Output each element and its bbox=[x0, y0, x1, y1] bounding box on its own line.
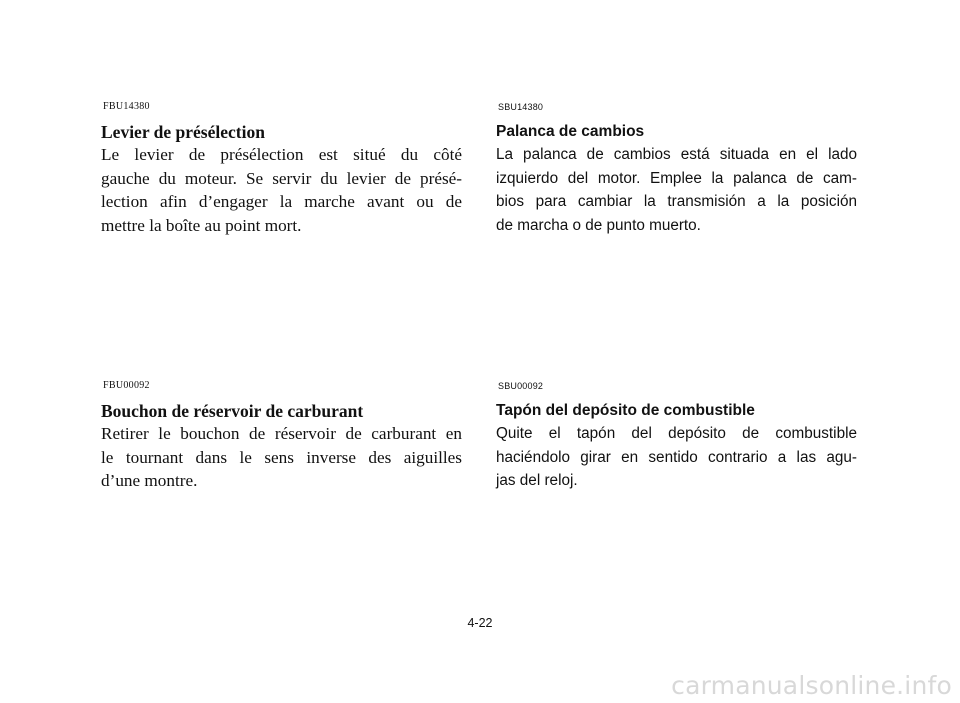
body-line: d’une montre. bbox=[101, 471, 198, 490]
section-heading: Tapón del depósito de combustible bbox=[496, 402, 755, 419]
body-line: La palanca de cambios está situada en el lado bbox=[496, 146, 857, 163]
body-line: jas del reloj. bbox=[496, 472, 578, 489]
body-line: Quite el tapón del depósito de combustible bbox=[496, 425, 857, 442]
body-line: gauche du moteur. Se servir du levier de présé- bbox=[101, 168, 462, 188]
body-line: bios para cambiar la transmisión a la posición bbox=[496, 193, 857, 210]
body-line: lection afin d’engager la marche avant ou de bbox=[101, 192, 462, 211]
body-line: mettre la boîte au point mort. bbox=[101, 215, 302, 235]
fr-section-fuel-cap bbox=[101, 380, 462, 493]
section-body bbox=[101, 143, 462, 237]
section-code: FBU14380 bbox=[103, 101, 150, 112]
section-heading: Bouchon de réservoir de carburant bbox=[101, 401, 364, 421]
section-code: FBU00092 bbox=[103, 380, 150, 391]
body-line: haciéndolo girar en sentido contrario a las agu- bbox=[496, 448, 857, 466]
body-line: le tournant dans le sens inverse des aiguilles bbox=[101, 447, 462, 467]
section-heading: Levier de présélection bbox=[101, 122, 265, 142]
section-body bbox=[496, 143, 857, 237]
watermark: carmanualsonline.info bbox=[671, 671, 952, 700]
es-section-gear-shift bbox=[496, 101, 857, 237]
section-code: SBU00092 bbox=[498, 381, 544, 391]
page-number: 4-22 bbox=[467, 616, 493, 630]
body-line: de marcha o de punto muerto. bbox=[496, 216, 701, 234]
section-body bbox=[496, 422, 857, 493]
section-code: SBU14380 bbox=[498, 102, 544, 112]
body-line: Retirer le bouchon de réservoir de carburant en bbox=[101, 424, 462, 443]
fr-section-gear-shift bbox=[101, 101, 462, 237]
body-line: izquierdo del motor. Emplee la palanca de cam- bbox=[496, 169, 857, 187]
section-heading: Palanca de cambios bbox=[496, 123, 645, 140]
section-body bbox=[101, 422, 462, 493]
es-section-fuel-cap bbox=[496, 380, 857, 493]
body-line: Le levier de présélection est situé du côté bbox=[101, 145, 462, 164]
